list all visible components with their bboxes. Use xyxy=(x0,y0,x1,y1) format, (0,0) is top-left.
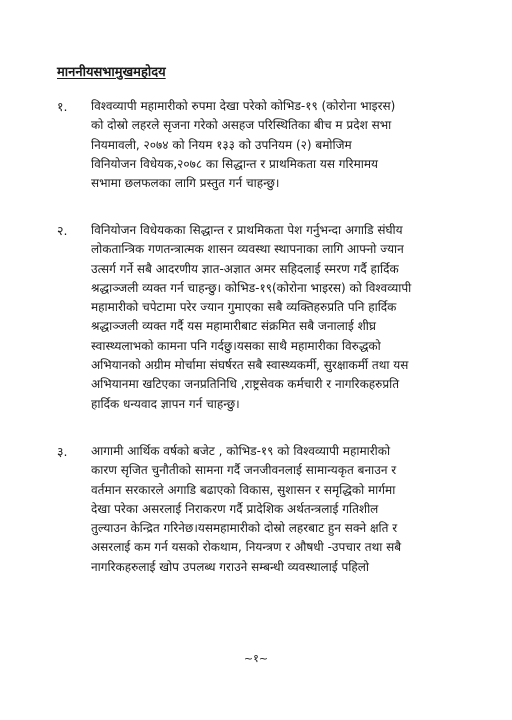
text-line: अभियानको अग्रीम मोर्चामा संघर्षरत सबै स्वास्थ्यकर्मी, सुरक्षाकर्मी तथा यस xyxy=(91,358,409,373)
text-line: तुल्याउन केन्द्रित गरिनेछ।यसमहामारीको दोस्रो लहरबाट हुन सक्ने क्षति र xyxy=(91,521,398,536)
text-line: श्रद्धाञ्जली व्यक्त गर्दै यस महामारीबाट संक्रमित सबै जनालाई शीघ्र xyxy=(91,319,376,334)
page-number: ~१~ xyxy=(243,652,269,665)
text-line: महामारीको चपेटामा परेर ज्यान गुमाएका सबै व्यक्तिहरुप्रति पनि हार्दिक xyxy=(91,300,397,315)
text-line: असरलाई कम गर्न यसको रोकथाम, नियन्त्रण र औषधी -उपचार तथा सबै xyxy=(91,540,402,555)
paragraph-number: १. xyxy=(57,99,68,114)
text-line: को दोस्रो लहरले सृजना गरेको असहज परिस्थितिका बीच म प्रदेश सभा xyxy=(91,118,392,133)
paragraph-text xyxy=(91,97,457,193)
text-line: अभियानमा खटिएका जनप्रतिनिधि ,राष्ट्रसेवक कर्मचारी र नागरिकहरुप्रति xyxy=(91,377,400,392)
text-line: श्रद्धाञ्जली व्यक्त गर्न चाहन्छु। कोभिड-१९(कोरोना भाइरस) को विश्वव्यापी xyxy=(91,280,412,295)
paragraph-text xyxy=(91,221,457,414)
text-line: विनियोजन विधेयक,२०७८ का सिद्धान्त र प्राथमिकता यस गरिमामय xyxy=(91,156,378,171)
text-line: आगामी आर्थिक वर्षको बजेट , कोभिड-१९ को विश्वव्यापी महामारीको xyxy=(91,444,391,458)
text-line: उत्सर्ग गर्ने सबै आदरणीय ज्ञात-अज्ञात अमर सहिदलाई स्मरण गर्दै हार्दिक xyxy=(91,261,399,276)
text-line: स्वास्थ्यलाभको कामना पनि गर्दछु।यसका साथै महामारीका विरुद्धको xyxy=(91,338,381,353)
salutation-heading: माननीयसभामुखमहोदय xyxy=(57,65,166,80)
text-line: हार्दिक धन्यवाद ज्ञापन गर्न चाहन्छु। xyxy=(91,396,240,411)
paragraph-number: २. xyxy=(57,223,68,238)
text-line: कारण सृजित चुनौतीको सामना गर्दै जनजीवनलाई सामान्यकृत बनाउन र xyxy=(91,463,397,478)
paragraph-text xyxy=(91,442,457,577)
text-line: देखा परेका असरलाई निराकरण गर्दै प्रादेशिक अर्थतन्त्रलाई गतिशील xyxy=(91,501,379,516)
text-line: नियमावली, २०७४ को नियम १३३ को उपनियम (२) बमोजिम xyxy=(91,137,352,152)
text-line: लोकतान्त्रिक गणतन्त्रात्मक शासन व्यवस्था स्थापनाका लागि आफ्नो ज्यान xyxy=(91,242,404,257)
paragraph-number: ३. xyxy=(57,444,68,459)
text-line: वर्तमान सरकारले अगाडि बढाएको विकास, सुशासन र समृद्धिको मार्गमा xyxy=(91,482,396,497)
text-line: विनियोजन विधेयकका सिद्धान्त र प्राथमिकता पेश गर्नुभन्दा अगाडि संघीय xyxy=(91,223,403,237)
text-line: नागरिकहरुलाई खोप उपलब्ध गराउने सम्बन्धी व्यवस्थालाई पहिलो xyxy=(91,559,370,574)
text-line: विश्वव्यापी महामारीको रुपमा देखा परेको कोभिड-१९ (कोरोना भाइरस) xyxy=(91,99,396,113)
text-line: सभामा छलफलका लागि प्रस्तुत गर्न चाहन्छु। xyxy=(91,176,280,191)
